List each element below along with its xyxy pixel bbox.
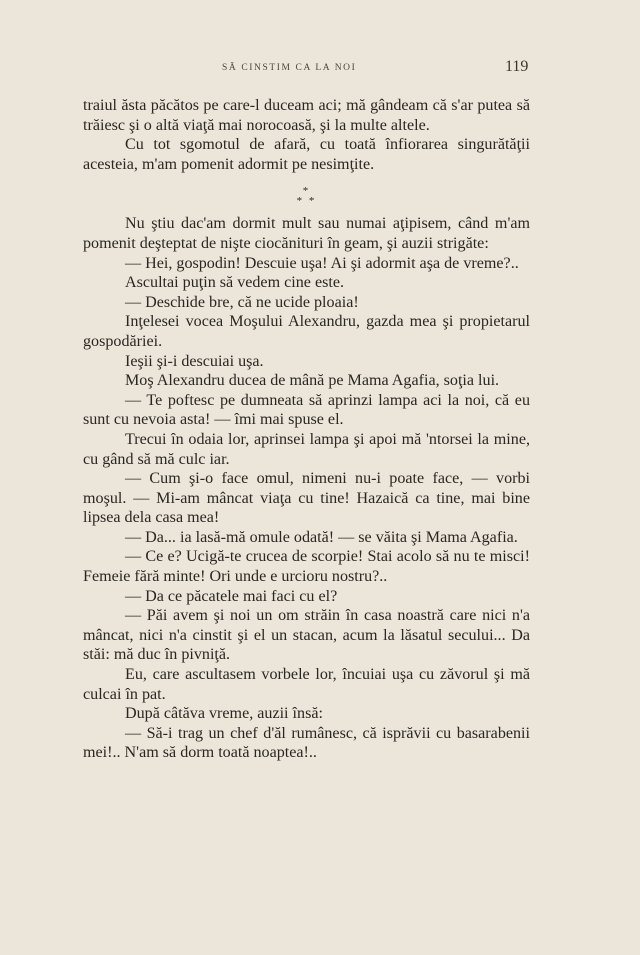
- paragraph: — Te poftesc pe dumneata să aprinzi lampa aci la noi, că eu sunt cu nevoia asta! — îmi mai spuse el.: [83, 391, 530, 429]
- paragraph: — Păi avem şi noi un om străin în casa noastră care nici n'a mâncat, nici n'a cinstit şi el un stacan, acum la lăsatul secului... Da stăi: mă duc în pivniţă.: [83, 607, 530, 664]
- paragraph: Nu ştiu dac'am dormit mult sau numai aţipisem, când m'am pomenit deşteptat de nişte ciocănituri în geam, şi auzii strigăte:: [83, 215, 530, 252]
- paragraph: După câtăva vreme, auzii însă:: [125, 705, 323, 723]
- page-header: [0, 58, 640, 78]
- page-number: 119: [505, 58, 529, 75]
- separator-top: *: [302, 185, 311, 198]
- paragraph: Cu tot sgomotul de afară, cu toată înfiorarea singurătăţii acesteia, m'am pomenit adormit pe nesimţite.: [83, 136, 530, 173]
- paragraph: — Ce e? Ucigă-te crucea de scorpie! Stai acolo să nu te misci! Femeie fără minte! Ori unde e urcioru nostru?..: [83, 548, 530, 586]
- paragraph: Moş Alexandru ducea de mână pe Mama Agafia, soţia lui.: [125, 372, 500, 390]
- paragraph: traiul ăsta păcătos pe care-l duceam aci; mă gândeam că s'ar putea să trăiesc şi o altă viaţă mai norocoasă, şi la multe altele.: [83, 97, 530, 134]
- paragraph: Ieşii şi-i descuiai uşa.: [125, 352, 264, 370]
- running-head: SĂ CINSTIM CA LA NOI: [222, 63, 357, 73]
- paragraph: Trecui în odaia lor, aprinsei lampa şi apoi mă 'ntorsei la mine, cu gând să mă culc iar.: [83, 430, 530, 468]
- paragraph: Inţelesei vocea Moşului Alexandru, gazda mea şi propietarul gospodăriei.: [83, 313, 530, 350]
- paragraph: — Să-i trag un chef d'ăl rumânesc, că isprăvii cu basarabenii mei!.. N'am să dorm toată noaptea!..: [83, 724, 530, 762]
- paragraph: Eu, care ascultasem vorbele lor, încuiai uşa cu zăvorul şi mă culcai în pat.: [83, 666, 530, 703]
- separator-bottom: * *: [296, 195, 317, 208]
- paragraph: — Deschide bre, că ne ucide ploaia!: [125, 293, 359, 311]
- paragraph: — Hei, gospodin! Descuie uşa! Ai şi adormit aşa de vreme?..: [125, 254, 519, 272]
- body-text: [83, 96, 530, 763]
- paragraph: — Da ce păcatele mai faci cu el?: [125, 587, 338, 605]
- section-separator: [83, 186, 530, 206]
- paragraph: Ascultai puţin să vedem cine este.: [125, 274, 344, 292]
- paragraph: — Da... ia lasă-mă omule odată! — se văita şi Mama Agafia.: [125, 528, 518, 546]
- paragraph: — Cum şi-o face omul, nimeni nu-i poate face, — vorbi moşul. — Mi-am mâncat viaţa cu tine! Hazaică ca tine, mai bine lipsea dela casa mea!: [83, 470, 530, 527]
